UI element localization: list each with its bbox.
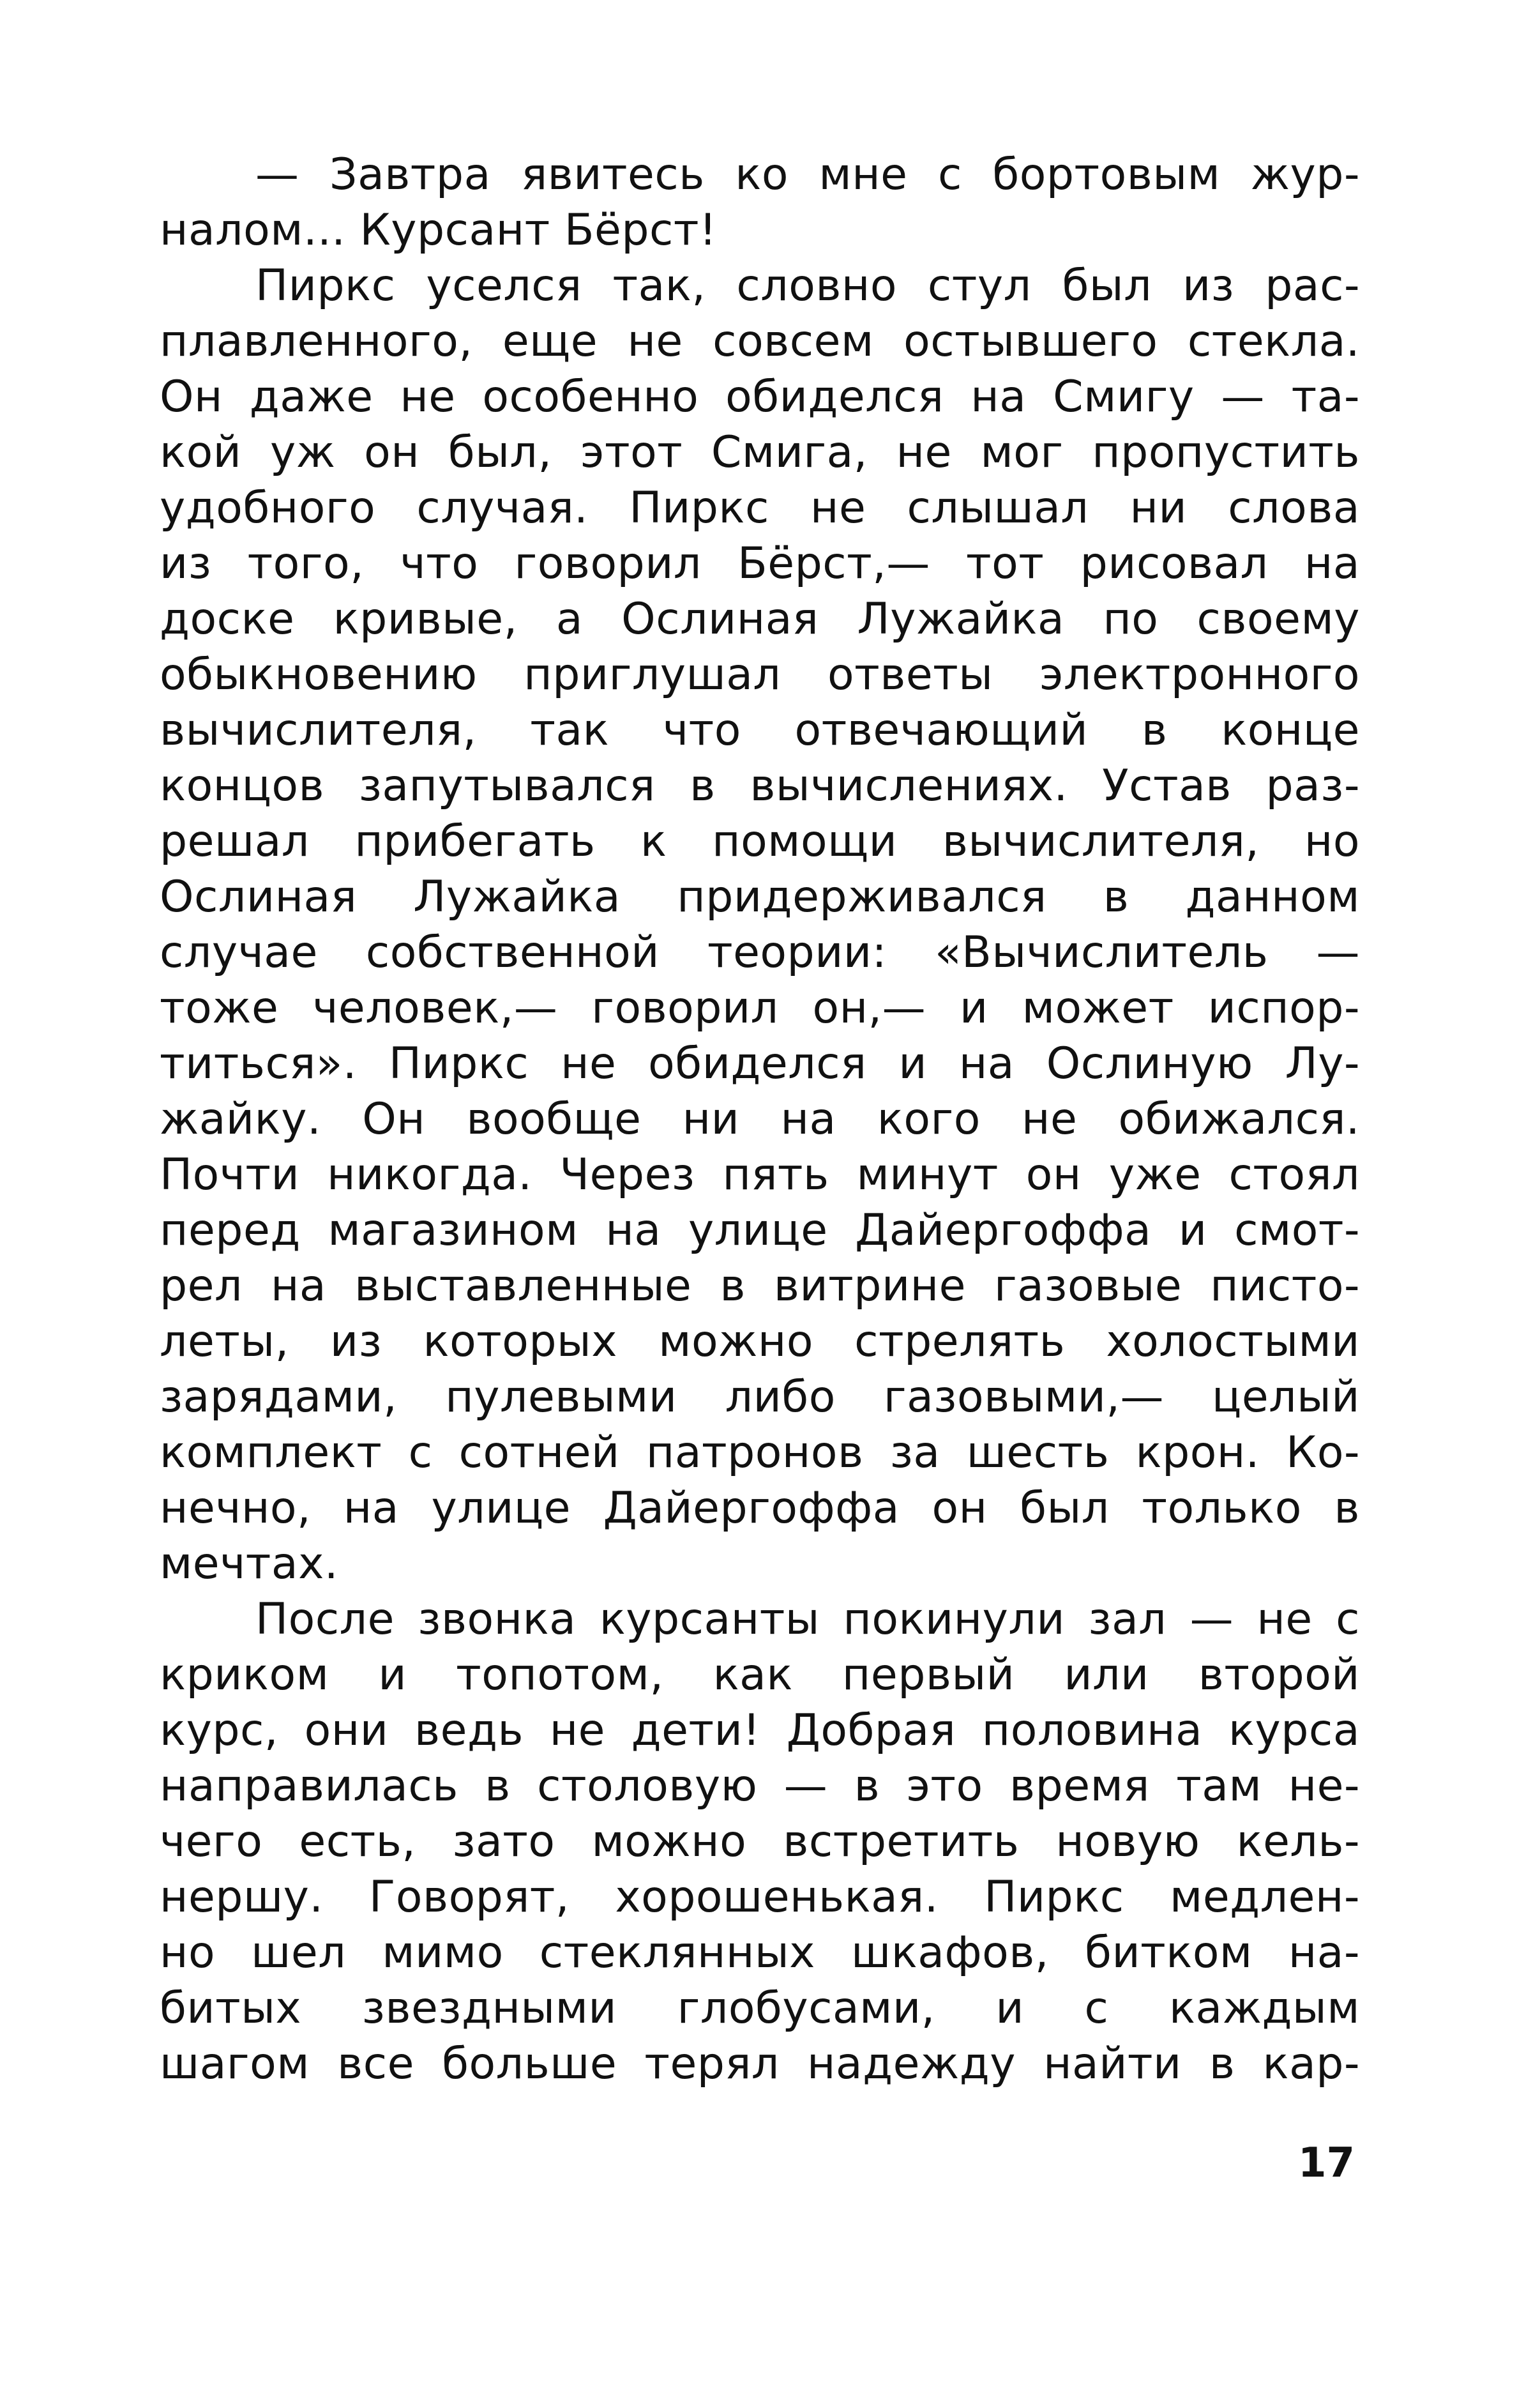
text-line: шагом все больше терял надежду найти в кар- [160,2039,1360,2089]
text-line: перед магазином на улице Дайергоффа и смот- [160,1205,1360,1256]
text-line: жайку. Он вообще ни на кого не обижался. [160,1094,1360,1145]
text-line: Ослиная Лужайка придерживался в данном [160,872,1360,922]
text-line: курс, они ведь не дети! Добрая половина курса [160,1705,1360,1756]
text-line: Он даже не особенно обиделся на Смигу — та- [160,372,1360,422]
text-line: комплект с сотней патронов за шесть крон. Ко- [160,1427,1360,1478]
text-line: — Завтра явитесь ко мне с бортовым жур- [255,149,1360,200]
text-line: решал прибегать к помощи вычислителя, но [160,816,1360,867]
text-line: налом... Курсант Бёрст! [160,205,717,255]
text-line: кой уж он был, этот Смига, не мог пропустить [160,427,1360,478]
text-line: битых звездными глобусами, и с каждым [160,1983,1360,2034]
text-line: рел на выставленные в витрине газовые писто- [160,1261,1360,1311]
text-line: зарядами, пулевыми либо газовыми,— целый [160,1372,1360,1422]
text-line: мечтах. [160,1539,338,1589]
text-line: плавленного, еще не совсем остывшего стекла. [160,316,1360,367]
text-line: удобного случая. Пиркс не слышал ни слова [160,483,1360,533]
text-line: Пиркс уселся так, словно стул был из рас- [255,261,1360,311]
text-line: но шел мимо стеклянных шкафов, битком на- [160,1928,1360,1978]
text-line: После звонка курсанты покинули зал — не с [255,1594,1360,1645]
page-number: 17 [1297,2140,1355,2187]
text-line: титься». Пиркс не обиделся и на Ослиную Лу- [160,1038,1360,1089]
body-text [160,147,1360,2092]
text-line: тоже человек,— говорил он,— и может испор- [160,983,1360,1033]
text-line: случае собственной теории: «Вычислитель — [160,927,1360,978]
text-line: чего есть, зато можно встретить новую кель- [160,1816,1360,1867]
text-line: криком и топотом, как первый или второй [160,1650,1360,1700]
text-line: обыкновению приглушал ответы электронного [160,650,1360,700]
text-line: концов запутывался в вычислениях. Устав раз- [160,761,1360,811]
text-line: направилась в столовую — в это время там не- [160,1761,1360,1811]
text-line: леты, из которых можно стрелять холостыми [160,1316,1360,1367]
text-line: нечно, на улице Дайергоффа он был только в [160,1483,1360,1533]
text-line: доске кривые, а Ослиная Лужайка по своему [160,594,1360,644]
text-line: из того, что говорил Бёрст,— тот рисовал на [160,538,1360,589]
text-line: Почти никогда. Через пять минут он уже стоял [160,1150,1360,1200]
text-line: нершу. Говорят, хорошенькая. Пиркс медлен- [160,1872,1360,1922]
text-line: вычислителя, так что отвечающий в конце [160,705,1360,756]
